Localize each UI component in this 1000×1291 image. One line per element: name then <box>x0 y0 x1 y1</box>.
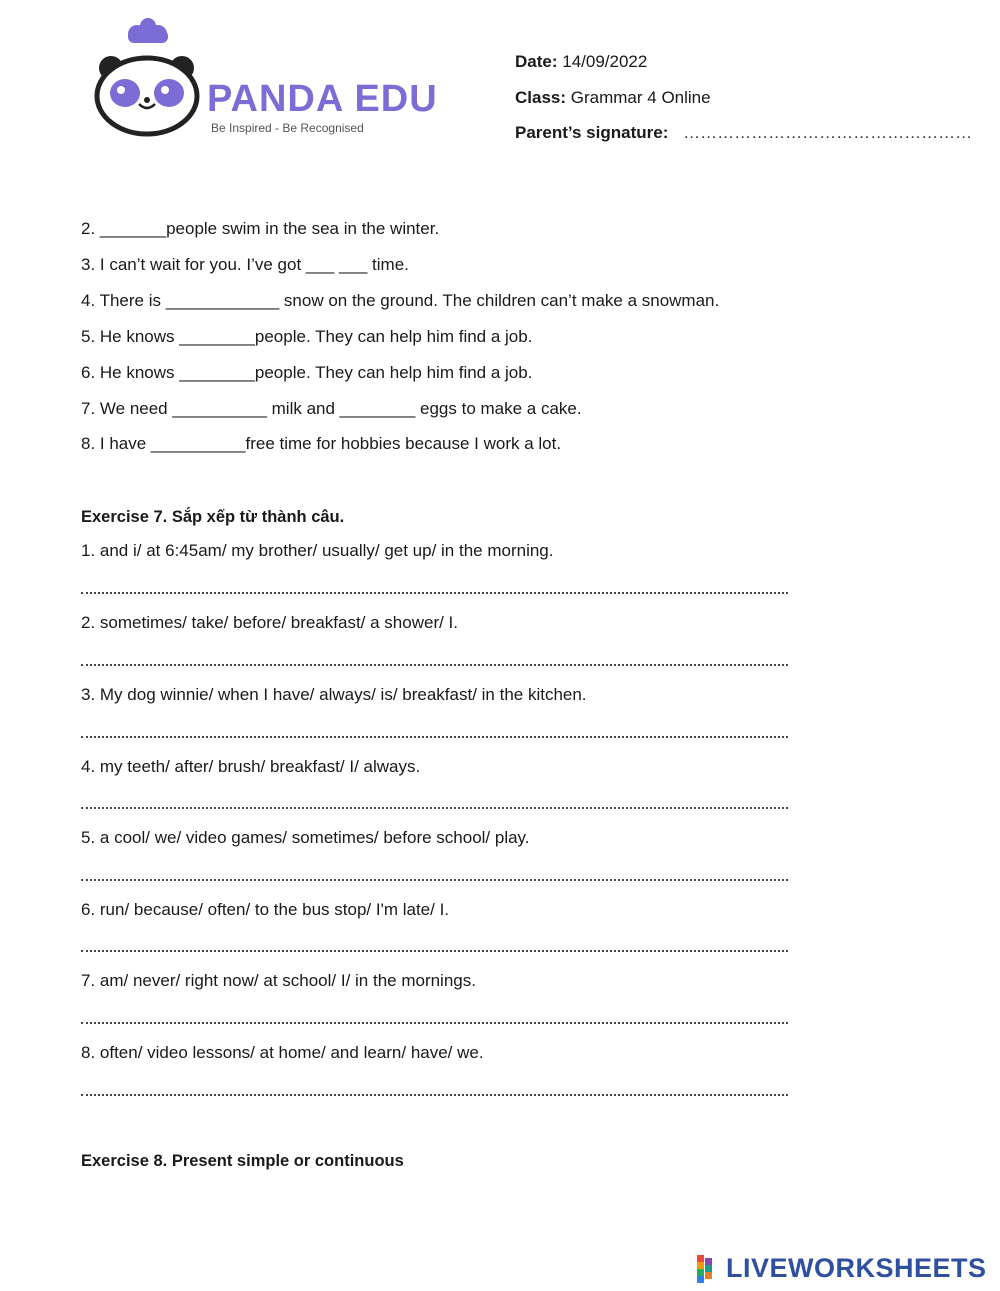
class-value: Grammar 4 Online <box>570 88 711 107</box>
ex7-answer-line-2[interactable] <box>81 662 788 666</box>
class-row <box>515 88 711 108</box>
liveworksheets-watermark: LIVEWORKSHEETS <box>726 1253 987 1283</box>
ex6-item-2[interactable]: 2. _______people swim in the sea in the winter. <box>81 219 440 238</box>
ex7-item-8: 8. often/ video lessons/ at home/ and learn/ have/ we. <box>81 1043 484 1062</box>
ex7-answer-line-7[interactable] <box>81 1020 788 1024</box>
ex6-item-4[interactable]: 4. There is ____________ snow on the ground. The children can’t make a snowman. <box>81 291 720 310</box>
ex7-item-3: 3. My dog winnie/ when I have/ always/ is/ breakfast/ in the kitchen. <box>81 685 587 704</box>
ex6-item-6[interactable]: 6. He knows ________people. They can help him find a job. <box>81 363 533 382</box>
signature-label: Parent’s signature: <box>515 123 669 142</box>
liveworksheets-blocks-icon <box>697 1255 723 1283</box>
ex6-item-7[interactable]: 7. We need __________ milk and ________ eggs to make a cake. <box>81 399 582 418</box>
ex7-answer-line-5[interactable] <box>81 877 788 881</box>
brand-name: PANDA EDU <box>207 78 438 120</box>
ex7-answer-line-8[interactable] <box>81 1092 788 1096</box>
date-row <box>515 52 647 72</box>
class-label: Class: <box>515 88 567 107</box>
ex7-answer-line-6[interactable] <box>81 948 788 952</box>
ex7-item-6: 6. run/ because/ often/ to the bus stop/ I'm late/ I. <box>81 900 450 919</box>
ex7-item-2: 2. sometimes/ take/ before/ breakfast/ a shower/ I. <box>81 613 459 632</box>
signature-row <box>515 123 972 143</box>
date-value: 14/09/2022 <box>562 52 648 71</box>
exercise-8-title: Exercise 8. Present simple or continuous <box>81 1152 404 1170</box>
ex6-item-8[interactable]: 8. I have __________free time for hobbies because I work a lot. <box>81 434 562 453</box>
ex7-item-7: 7. am/ never/ right now/ at school/ I/ in the mornings. <box>81 971 476 990</box>
ex6-item-3[interactable]: 3. I can’t wait for you. I’ve got ___ ___ time. <box>81 255 409 274</box>
ex7-item-1: 1. and i/ at 6:45am/ my brother/ usually/ get up/ in the morning. <box>81 541 554 560</box>
ex7-answer-line-1[interactable] <box>81 590 788 594</box>
signature-field[interactable]: …………………………………………… <box>683 123 973 142</box>
exercise-7-title: Exercise 7. Sắp xếp từ thành câu. <box>81 508 345 526</box>
date-label: Date: <box>515 52 558 71</box>
brand-tagline: Be Inspired - Be Recognised <box>211 121 364 135</box>
ex6-item-5[interactable]: 5. He knows ________people. They can help him find a job. <box>81 327 533 346</box>
ex7-item-4: 4. my teeth/ after/ brush/ breakfast/ I/ always. <box>81 757 421 776</box>
ex7-answer-line-4[interactable] <box>81 805 788 809</box>
ex7-item-5: 5. a cool/ we/ video games/ sometimes/ before school/ play. <box>81 828 530 847</box>
ex7-answer-line-3[interactable] <box>81 734 788 738</box>
